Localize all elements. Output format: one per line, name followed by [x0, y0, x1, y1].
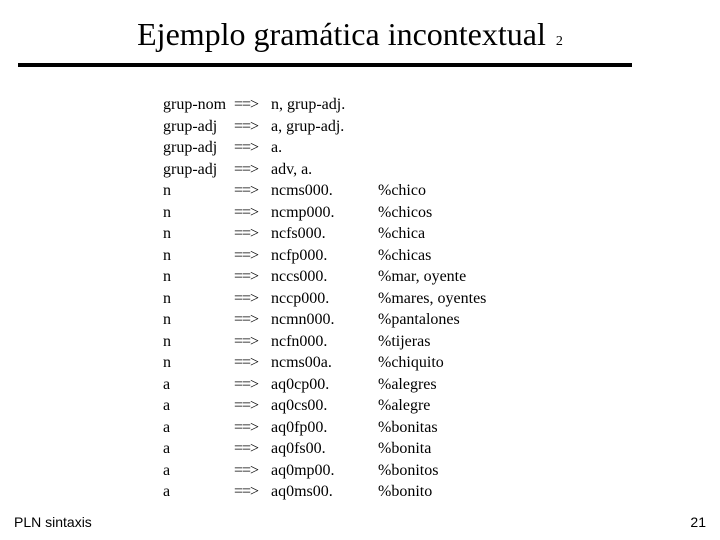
slide-title-number: 2	[555, 34, 563, 49]
rule-comment: %pantalones	[378, 311, 460, 328]
rule-comment: %bonito	[378, 483, 433, 500]
rule-comment: %alegres	[378, 375, 437, 393]
rule-lhs: n	[163, 332, 171, 350]
rule-lhs: a	[163, 483, 171, 500]
rule-arrow: ==>	[234, 203, 259, 221]
rule-lhs: n	[163, 225, 171, 242]
rule-arrow: ==>	[234, 182, 259, 199]
slide-title	[0, 14, 700, 62]
rule-arrow: ==>	[234, 160, 259, 178]
title-underline	[18, 63, 632, 67]
rule-rhs: a, grup-adj.	[271, 117, 345, 135]
rule-rhs: aq0mp00.	[271, 461, 335, 479]
rule-comment: %tijeras	[378, 332, 431, 350]
rule-arrow: ==>	[234, 246, 259, 264]
rule-arrow: ==>	[234, 440, 259, 457]
page-number: 21	[690, 514, 706, 530]
rule-lhs: n	[163, 268, 171, 285]
rule-arrow: ==>	[234, 375, 259, 393]
rule-arrow: ==>	[234, 139, 259, 156]
rule-lhs: grup-adj	[163, 117, 218, 135]
rule-lhs: n	[163, 182, 171, 199]
rule-comment: %mares, oyentes	[378, 289, 487, 307]
rule-comment: %alegre	[378, 397, 431, 414]
rule-comment: %chico	[378, 182, 426, 199]
rule-rhs: ncms000.	[271, 182, 333, 199]
rule-comment: %bonitos	[378, 461, 439, 479]
rule-arrow: ==>	[234, 225, 259, 242]
rule-comment: %chica	[378, 225, 426, 242]
rule-lhs: a	[163, 461, 171, 479]
rule-rhs: a.	[271, 139, 283, 156]
rule-rhs: nccs000.	[271, 268, 328, 285]
rule-lhs: n	[163, 246, 171, 264]
rule-rhs: ncfn000.	[271, 332, 328, 350]
rule-arrow: ==>	[234, 332, 259, 350]
rule-lhs: grup-adj	[163, 160, 218, 178]
rule-arrow: ==>	[234, 354, 259, 371]
rule-comment: %chicos	[378, 203, 433, 221]
rule-lhs: n	[163, 311, 171, 328]
rule-rhs: ncmp000.	[271, 203, 335, 221]
footer-label: PLN sintaxis	[14, 514, 92, 530]
rule-arrow: ==>	[234, 311, 259, 328]
rule-comment: %chicas	[378, 246, 432, 264]
rule-comment: %bonita	[378, 440, 432, 457]
rule-arrow: ==>	[234, 461, 259, 479]
rule-lhs: n	[163, 203, 171, 221]
rule-arrow: ==>	[234, 483, 259, 500]
rule-arrow: ==>	[234, 268, 259, 285]
rule-rhs: n, grup-adj.	[271, 96, 346, 113]
rule-arrow: ==>	[234, 397, 259, 414]
rule-rhs: ncmn000.	[271, 311, 335, 328]
rule-rhs: aq0ms00.	[271, 483, 333, 500]
rule-lhs: grup-adj	[163, 139, 218, 156]
rule-comment: %bonitas	[378, 418, 438, 436]
rule-arrow: ==>	[234, 96, 259, 113]
rule-comment: %chiquito	[378, 354, 444, 371]
rule-lhs: n	[163, 289, 171, 307]
rule-rhs: aq0cp00.	[271, 375, 330, 393]
rule-lhs: a	[163, 375, 171, 393]
rule-arrow: ==>	[234, 289, 259, 307]
rule-lhs: a	[163, 418, 171, 436]
rule-comment: %mar, oyente	[378, 268, 467, 285]
rule-lhs: a	[163, 397, 171, 414]
rule-rhs: aq0cs00.	[271, 397, 328, 414]
rule-lhs: a	[163, 440, 171, 457]
rule-rhs: adv, a.	[271, 160, 313, 178]
slide-title-text: Ejemplo gramática incontextual	[137, 16, 546, 52]
rule-rhs: ncfp000.	[271, 246, 328, 264]
rule-arrow: ==>	[234, 117, 259, 135]
rule-lhs: n	[163, 354, 171, 371]
rule-arrow: ==>	[234, 418, 259, 436]
rule-rhs: aq0fs00.	[271, 440, 326, 457]
rule-rhs: ncfs000.	[271, 225, 326, 242]
rule-rhs: ncms00a.	[271, 354, 332, 371]
rule-rhs: aq0fp00.	[271, 418, 328, 436]
rule-rhs: nccp000.	[271, 289, 330, 307]
rule-lhs: grup-nom	[163, 96, 227, 113]
